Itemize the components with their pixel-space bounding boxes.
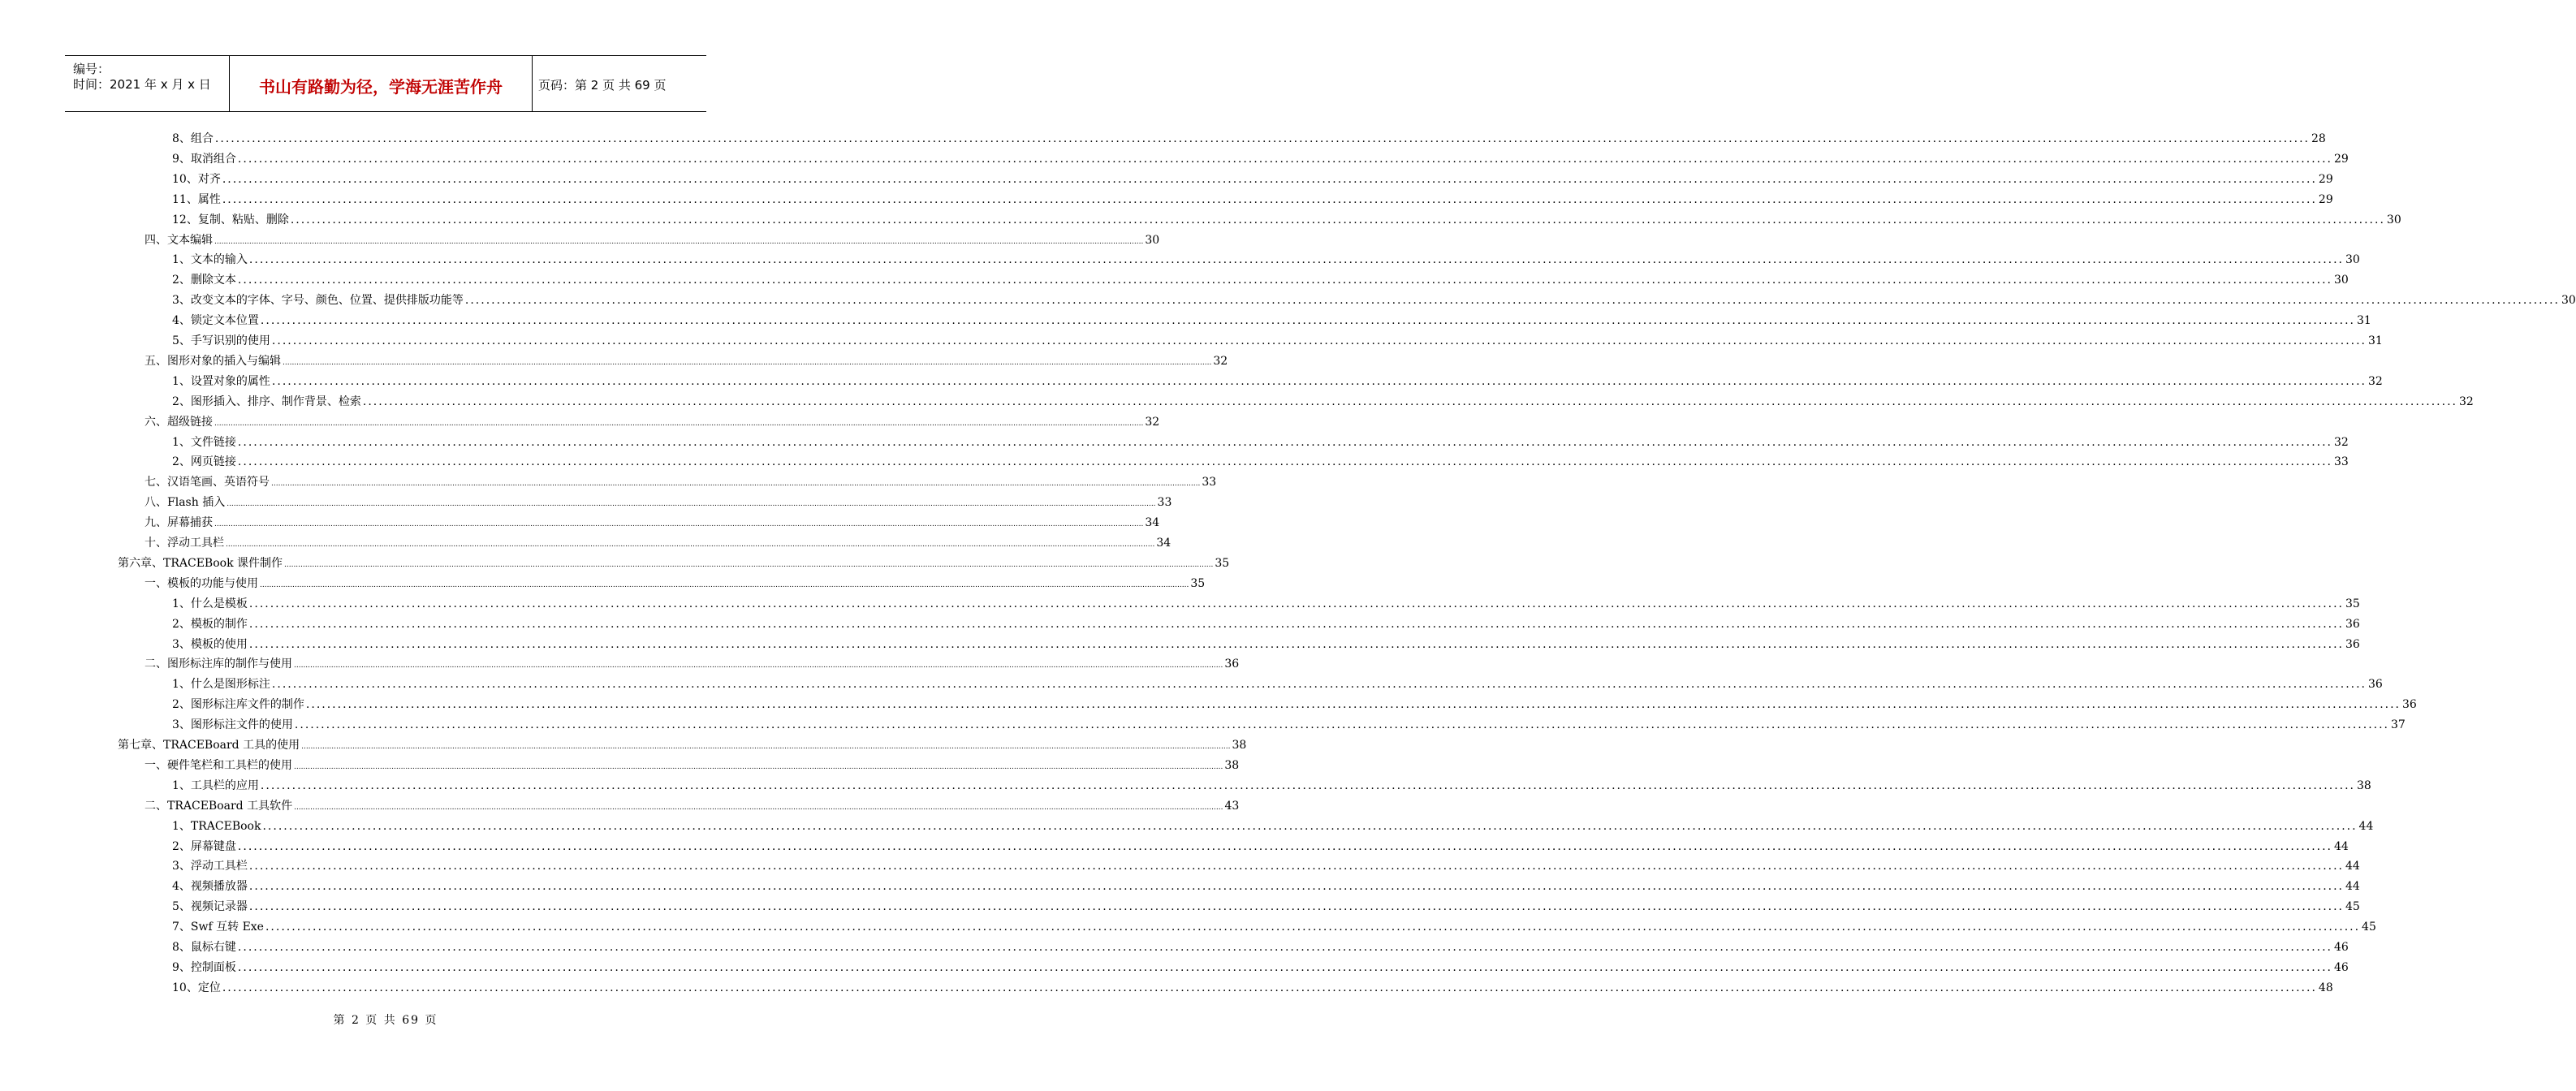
toc-entry[interactable] (145, 654, 1240, 674)
toc-dot-leader: ................................................................................................................................................................................................................................................................................................................................................................................................................ (226, 541, 1155, 549)
toc-dot-leader: ................................................................................................................................................................................................................................................................................................................................................................................................................ (464, 294, 2560, 308)
toc-entry[interactable] (172, 938, 2349, 957)
toc-dot-leader: ................................................................................................................................................................................................................................................................................................................................................................................................................ (305, 698, 2401, 712)
toc-entry-title: 11、属性 (172, 192, 221, 206)
toc-dot-leader: ................................................................................................................................................................................................................................................................................................................................................................................................................ (214, 520, 1144, 529)
toc-entry[interactable] (172, 675, 2383, 694)
toc-page-number: 36 (2402, 698, 2417, 712)
toc-dot-leader: ................................................................................................................................................................................................................................................................................................................................................................................................................ (294, 718, 2389, 732)
toc-entry[interactable] (172, 978, 2333, 998)
toc-entry[interactable] (145, 231, 1160, 250)
toc-page-number: 35 (2345, 597, 2360, 610)
toc-page-number: 45 (2362, 921, 2376, 934)
toc-entry[interactable] (145, 351, 1228, 371)
toc-page-number: 34 (1156, 537, 1171, 550)
toc-entry[interactable] (172, 594, 2360, 614)
toc-dot-leader: ................................................................................................................................................................................................................................................................................................................................................................................................................ (214, 419, 1144, 428)
toc-dot-leader: ................................................................................................................................................................................................................................................................................................................................................................................................................ (262, 819, 2358, 833)
toc-entry[interactable] (145, 756, 1240, 775)
toc-dot-leader: ................................................................................................................................................................................................................................................................................................................................................................................................................ (237, 941, 2332, 954)
toc-page-number: 36 (2368, 678, 2383, 692)
toc-entry[interactable] (172, 776, 2371, 796)
toc-entry[interactable] (172, 817, 2374, 836)
toc-entry-title: 3、浮动工具栏 (172, 860, 248, 873)
toc-entry[interactable] (145, 472, 1217, 492)
toc-dot-leader: ................................................................................................................................................................................................................................................................................................................................................................................................................ (260, 314, 2355, 328)
toc-entry-title: 10、定位 (172, 981, 221, 994)
toc-entry-title: 10、对齐 (172, 172, 221, 186)
toc-page-number: 48 (2318, 981, 2333, 994)
toc-page-number: 30 (2561, 294, 2576, 308)
toc-dot-leader: ................................................................................................................................................................................................................................................................................................................................................................................................................ (260, 778, 2355, 792)
toc-entry[interactable] (145, 533, 1171, 553)
toc-dot-leader: ................................................................................................................................................................................................................................................................................................................................................................................................................ (237, 455, 2332, 469)
toc-entry[interactable] (172, 635, 2360, 654)
toc-page-number: 32 (2458, 395, 2474, 408)
toc-page-number: 35 (1190, 576, 1206, 590)
toc-entry-title: 9、控制面板 (172, 960, 236, 974)
toc-dot-leader: ................................................................................................................................................................................................................................................................................................................................................................................................................ (248, 900, 2344, 914)
toc-page-number: 32 (2368, 374, 2383, 388)
toc-page-number: 44 (2345, 880, 2360, 894)
toc-page-number: 44 (2334, 839, 2349, 853)
toc-entry-title: 8、组合 (172, 132, 214, 145)
toc-page-number: 31 (2368, 334, 2383, 347)
toc-dot-leader: ................................................................................................................................................................................................................................................................................................................................................................................................................ (248, 637, 2344, 651)
toc-entry-title: 8、鼠标右键 (172, 941, 236, 954)
toc-dot-leader: ................................................................................................................................................................................................................................................................................................................................................................................................................ (283, 358, 1212, 367)
toc-entry-title: 十、浮动工具栏 (145, 537, 224, 550)
toc-entry[interactable] (172, 452, 2349, 472)
toc-entry[interactable] (172, 837, 2349, 856)
toc-entry-title: 1、工具栏的应用 (172, 778, 259, 792)
toc-entry[interactable] (172, 695, 2417, 714)
toc-dot-leader: ................................................................................................................................................................................................................................................................................................................................................................................................................ (301, 743, 1231, 751)
toc-dot-leader: ................................................................................................................................................................................................................................................................................................................................................................................................................ (248, 597, 2344, 610)
toc-entry[interactable] (145, 574, 1206, 593)
toc-dot-leader: ................................................................................................................................................................................................................................................................................................................................................................................................................ (237, 435, 2332, 449)
serial-label: 编号： (73, 62, 110, 76)
toc-page-number: 36 (2345, 617, 2360, 631)
toc-entry-title: 12、复制、粘贴、删除 (172, 213, 289, 226)
toc-entry[interactable] (172, 897, 2360, 916)
toc-page-number: 34 (1145, 516, 1160, 530)
toc-page-number: 33 (1202, 476, 1217, 489)
toc-entry[interactable] (118, 735, 1247, 755)
toc-entry-title: 2、网页链接 (172, 455, 236, 469)
toc-page-number: 44 (2345, 860, 2360, 873)
toc-entry-title: 1、什么是模板 (172, 597, 248, 610)
toc-entry[interactable] (172, 129, 2326, 149)
toc-entry-title: 3、模板的使用 (172, 637, 248, 651)
toc-entry-title: 7、Swf 互转 Exe (172, 921, 264, 934)
toc-entry-title: 第六章、TRACEBook 课件制作 (118, 556, 283, 570)
toc-entry[interactable] (172, 291, 2576, 310)
toc-entry-title: 4、视频播放器 (172, 880, 248, 894)
toc-dot-leader: ................................................................................................................................................................................................................................................................................................................................................................................................................ (294, 803, 1223, 812)
toc-entry-title: 第七章、TRACEBoard 工具的使用 (118, 739, 300, 752)
toc-dot-leader: ................................................................................................................................................................................................................................................................................................................................................................................................................ (260, 580, 1189, 589)
toc-dot-leader: ................................................................................................................................................................................................................................................................................................................................................................................................................ (222, 172, 2317, 186)
toc-dot-leader: ................................................................................................................................................................................................................................................................................................................................................................................................................ (294, 662, 1223, 671)
toc-page-number: 30 (2386, 213, 2401, 226)
toc-entry-title: 二、图形标注库的制作与使用 (145, 658, 292, 671)
toc-entry[interactable] (172, 614, 2360, 634)
toc-entry[interactable] (145, 412, 1160, 432)
toc-entry[interactable] (172, 250, 2360, 270)
toc-dot-leader: ................................................................................................................................................................................................................................................................................................................................................................................................................ (222, 981, 2317, 994)
toc-entry[interactable] (172, 190, 2333, 209)
toc-dot-leader: ................................................................................................................................................................................................................................................................................................................................................................................................................ (271, 374, 2367, 388)
toc-dot-leader: ................................................................................................................................................................................................................................................................................................................................................................................................................ (214, 132, 2310, 145)
toc-page-number: 29 (2318, 192, 2333, 206)
toc-entry-title: 5、视频记录器 (172, 900, 248, 914)
toc-entry[interactable] (172, 433, 2349, 452)
toc-entry-title: 2、图形插入、排序、制作背景、检索 (172, 395, 361, 408)
toc-page-number: 30 (2345, 253, 2360, 267)
toc-page-number: 30 (1145, 233, 1160, 247)
toc-entry-title: 3、图形标注文件的使用 (172, 718, 293, 732)
toc-entry[interactable] (172, 311, 2371, 330)
toc-entry[interactable] (172, 372, 2383, 391)
toc-entry-title: 5、手写识别的使用 (172, 334, 270, 347)
toc-page-number: 35 (1215, 556, 1230, 570)
date-label: 时间：2021 年 x 月 x 日 (73, 77, 211, 92)
toc-dot-leader: ................................................................................................................................................................................................................................................................................................................................................................................................................ (248, 880, 2344, 894)
toc-entry[interactable] (172, 270, 2349, 290)
header-page-cell (532, 56, 706, 111)
toc-entry[interactable] (172, 392, 2474, 412)
toc-entry-title: 9、取消组合 (172, 152, 236, 166)
toc-dot-leader: ................................................................................................................................................................................................................................................................................................................................................................................................................ (362, 395, 2457, 408)
toc-dot-leader: ................................................................................................................................................................................................................................................................................................................................................................................................................ (248, 617, 2344, 631)
toc-entry[interactable] (172, 170, 2333, 189)
toc-entry-title: 1、文件链接 (172, 435, 236, 449)
toc-entry[interactable] (172, 958, 2349, 977)
toc-dot-leader: ................................................................................................................................................................................................................................................................................................................................................................................................................ (237, 152, 2332, 166)
toc-entry-title: 3、改变文本的字体、字号、颜色、位置、提供排版功能等 (172, 294, 464, 308)
toc-page-number: 37 (2391, 718, 2406, 732)
header-motto-cell (229, 56, 533, 111)
toc-entry-title: 1、文本的输入 (172, 253, 248, 267)
toc-entry[interactable] (145, 796, 1240, 816)
toc-entry[interactable] (118, 554, 1230, 573)
toc-page-number: 33 (2334, 455, 2349, 469)
toc-entry[interactable] (172, 149, 2349, 169)
toc-page-number: 46 (2334, 960, 2349, 974)
toc-dot-leader: ................................................................................................................................................................................................................................................................................................................................................................................................................ (284, 560, 1214, 569)
toc-page-number: 32 (1145, 415, 1160, 429)
toc-dot-leader: ................................................................................................................................................................................................................................................................................................................................................................................................................ (271, 334, 2367, 347)
toc-entry-title: 七、汉语笔画、英语符号 (145, 476, 270, 489)
toc-dot-leader: ................................................................................................................................................................................................................................................................................................................................................................................................................ (248, 860, 2344, 873)
toc-dot-leader: ................................................................................................................................................................................................................................................................................................................................................................................................................ (265, 921, 2361, 934)
toc-dot-leader: ................................................................................................................................................................................................................................................................................................................................................................................................................ (248, 253, 2344, 267)
toc-page-number: 32 (1213, 354, 1228, 368)
toc-entry[interactable] (145, 493, 1172, 512)
page-header (65, 55, 706, 112)
toc-page-number: 28 (2311, 132, 2326, 145)
toc-page-number: 36 (2345, 637, 2360, 651)
toc-entry-title: 五、图形对象的插入与编辑 (145, 354, 281, 368)
toc-page-number: 44 (2358, 819, 2374, 833)
toc-page-number: 45 (2345, 900, 2360, 914)
toc-dot-leader: ................................................................................................................................................................................................................................................................................................................................................................................................................ (290, 213, 2385, 226)
toc-dot-leader: ................................................................................................................................................................................................................................................................................................................................................................................................................ (227, 500, 1156, 509)
toc-entry-title: 六、超级链接 (145, 415, 213, 429)
page-footer: 第 2 页 共 69 页 (333, 1014, 438, 1027)
toc-page-number: 38 (1232, 739, 1247, 752)
toc-page-number: 31 (2357, 314, 2371, 328)
toc-page-number: 46 (2334, 941, 2349, 954)
toc-entry[interactable] (172, 715, 2406, 735)
toc-page-number: 29 (2334, 152, 2349, 166)
toc-page-number: 32 (2334, 435, 2349, 449)
toc-dot-leader: ................................................................................................................................................................................................................................................................................................................................................................................................................ (237, 274, 2332, 287)
page-info: 页码：第 2 页 共 69 页 (538, 78, 667, 93)
toc-entry[interactable] (172, 856, 2360, 876)
toc-entry[interactable] (145, 513, 1160, 533)
toc-dot-leader: ................................................................................................................................................................................................................................................................................................................................................................................................................ (222, 192, 2317, 206)
toc-page-number: 38 (1224, 758, 1240, 772)
toc-page-number: 38 (2357, 778, 2371, 792)
toc-dot-leader: ................................................................................................................................................................................................................................................................................................................................................................................................................ (271, 678, 2367, 692)
toc-entry[interactable] (172, 877, 2360, 896)
toc-page-number: 29 (2318, 172, 2333, 186)
toc-entry-title: 八、Flash 插入 (145, 496, 226, 510)
header-meta-cell (65, 56, 229, 111)
motto-text: 书山有路勤为径，学海无涯苦作舟 (259, 77, 503, 97)
toc-dot-leader: ................................................................................................................................................................................................................................................................................................................................................................................................................ (294, 762, 1223, 771)
toc-dot-leader: ................................................................................................................................................................................................................................................................................................................................................................................................................ (214, 237, 1144, 246)
toc-entry-title: 2、删除文本 (172, 274, 236, 287)
toc-page-number: 43 (1224, 799, 1240, 813)
toc-entry[interactable] (172, 917, 2376, 937)
toc-page-number: 33 (1157, 496, 1172, 510)
toc-page-number: 36 (1224, 658, 1240, 671)
toc-dot-leader: ................................................................................................................................................................................................................................................................................................................................................................................................................ (271, 480, 1201, 489)
toc-dot-leader: ................................................................................................................................................................................................................................................................................................................................................................................................................ (237, 960, 2332, 974)
toc-entry[interactable] (172, 331, 2383, 351)
toc-entry-title: 2、屏幕键盘 (172, 839, 236, 853)
toc-entry-title: 1、设置对象的属性 (172, 374, 270, 388)
toc-entry-title: 一、硬件笔栏和工具栏的使用 (145, 758, 292, 772)
toc-entry-title: 九、屏幕捕获 (145, 516, 213, 530)
toc-entry-title: 四、文本编辑 (145, 233, 213, 247)
toc-entry-title: 二、TRACEBoard 工具软件 (145, 799, 293, 813)
toc-entry[interactable] (172, 210, 2401, 230)
toc-entry-title: 2、模板的制作 (172, 617, 248, 631)
toc-entry-title: 2、图形标注库文件的制作 (172, 698, 304, 712)
toc-dot-leader: ................................................................................................................................................................................................................................................................................................................................................................................................................ (237, 839, 2332, 853)
toc-entry-title: 1、什么是图形标注 (172, 678, 270, 692)
toc-entry-title: 一、模板的功能与使用 (145, 576, 258, 590)
toc-entry-title: 1、TRACEBook (172, 819, 261, 833)
toc-page-number: 30 (2334, 274, 2349, 287)
toc-entry-title: 4、锁定文本位置 (172, 314, 259, 328)
